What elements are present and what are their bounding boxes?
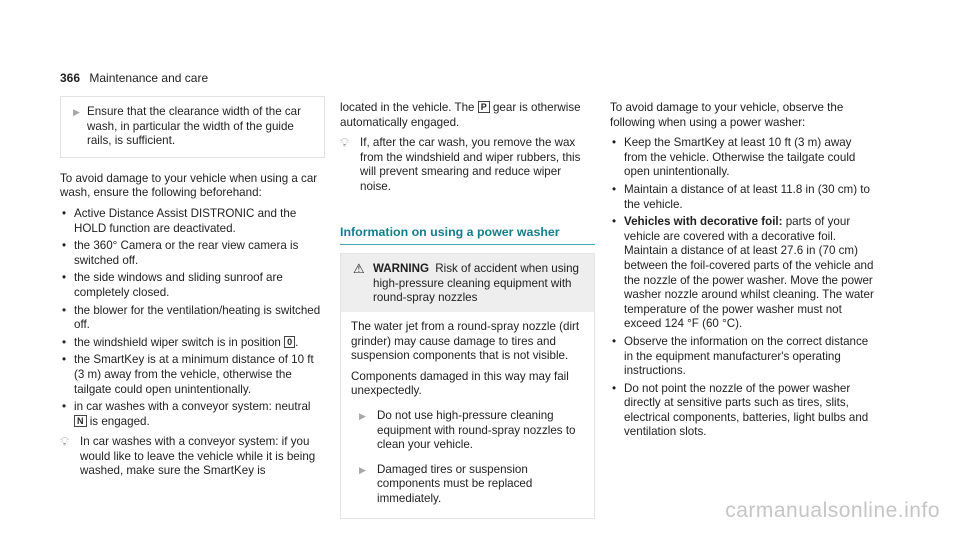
tip-note: [60, 435, 325, 479]
list-item: [60, 400, 325, 429]
watermark: carmanualsonline.info: [725, 499, 940, 522]
car-wash-intro: To avoid damage to your vehicle when using a car wash, ensure the following beforehand:: [60, 171, 318, 200]
arrow-icon: ▶: [359, 410, 366, 421]
warning-text: Risk of accident when using high-pressure cleaning equipment with round-spray nozzles: [373, 262, 579, 305]
list-item: • Maintain a distance of at least 11.8 in (30 cm) to the vehicle.: [610, 183, 875, 212]
section-title: Information on using a power washer: [340, 225, 595, 246]
list-item-end: .: [295, 335, 299, 349]
list-item: • the blower for the ventilation/heating is switched off.: [60, 304, 325, 333]
wax-tip-note: [340, 136, 595, 194]
info-icon: 💡︎: [340, 135, 350, 151]
list-item: • the 360° Camera or the rear view camera is switched off.: [60, 239, 325, 268]
car-wash-checklist: [60, 207, 325, 429]
warning-action-1: [351, 409, 584, 453]
conveyor-text: in car washes with a conveyor system: neutral: [74, 400, 311, 414]
list-item: • Keep the SmartKey at least 10 ft (3 m) away from the vehicle. Otherwise the tailgate could open unintentionally.: [610, 136, 875, 180]
warning-body: [341, 312, 594, 519]
warning-paragraph-2: Components damaged in this way may fail unexpectedly.: [351, 369, 569, 398]
list-item: [60, 336, 325, 351]
list-item: • the side windows and sliding sunroof are completely closed.: [60, 271, 325, 300]
warning-action-2: [351, 463, 584, 507]
page-number: 366: [60, 71, 81, 85]
info-icon: 💡︎: [60, 434, 70, 450]
list-item: • the SmartKey is at a minimum distance of 10 ft (3 m) away from the vehicle, otherwise the tailgate could open unintentionally.: [60, 353, 325, 397]
column-2: [340, 101, 595, 519]
section-name: Maintenance and care: [89, 71, 209, 85]
warning-icon: ⚠: [353, 261, 365, 277]
list-item: • Observe the information on the correct distance in the equipment manufacturer's operating instructions.: [610, 335, 875, 379]
list-item-end: is engaged.: [89, 414, 150, 428]
clearance-note-text: Ensure that the clearance width of the car wash, in particular the width of the guide rails, is sufficient.: [87, 105, 301, 148]
decorative-foil-label: Vehicles with decorative foil:: [624, 215, 783, 229]
wiper-off-symbol: 0: [284, 336, 295, 348]
warning-header: [341, 254, 594, 312]
continued-text: [340, 101, 595, 130]
power-washer-list: [610, 136, 875, 440]
neutral-gear-symbol: N: [74, 415, 87, 427]
list-item: • Active Distance Assist DISTRONIC and the HOLD function are deactivated.: [60, 207, 325, 236]
wiper-position-text: the windshield wiper switch is in position: [74, 335, 281, 349]
column-1: [60, 96, 325, 479]
page-header: [60, 71, 208, 85]
column-3: [610, 101, 875, 446]
warning-paragraph-1: The water jet from a round-spray nozzle (dirt grinder) may cause damage to tires and suspension components that is not visible.: [351, 319, 580, 363]
list-item: • Do not point the nozzle of the power washer directly at sensitive parts such as tires, slits, electrical components, batteries, light bulbs and ventilation slots.: [610, 382, 875, 440]
continued-part-2: gear is otherwise automatically engaged.: [340, 101, 581, 129]
warning-box: [340, 253, 595, 519]
decorative-foil-text: parts of your vehicle are covered with a decorative foil. Maintain a distance of at least 27.6 in (70 cm) between the foil-covered parts of the vehicle and the nozzle of the power washer. Move the power washer nozzle around whilst cleaning. The water temperature of the power washer must not exceed 124 °F (60 °C).: [624, 215, 874, 331]
warning-action-1-text: Do not use high-pressure cleaning equipment with round-spray nozzles to clean your vehicle.: [377, 408, 576, 452]
continued-part-1: located in the vehicle. The: [340, 101, 475, 114]
clearance-note-box: [60, 96, 325, 158]
warning-action-2-text: Damaged tires or suspension components must be replaced immediately.: [377, 462, 533, 505]
list-item: [610, 215, 875, 332]
wax-tip-text: If, after the car wash, you remove the wax from the windshield and wiper rubbers, this will prevent smearing and reduce wiper noise.: [360, 136, 581, 193]
tip-text: In car washes with a conveyor system: if you would like to leave the vehicle while it is being washed, make sure the SmartKey is: [80, 435, 316, 478]
arrow-icon: ▶: [359, 464, 366, 475]
power-washer-intro: To avoid damage to your vehicle, observe the following when using a power washer:: [610, 101, 844, 129]
warning-label: WARNING: [373, 262, 430, 276]
park-gear-symbol: P: [478, 101, 490, 113]
arrow-icon: ▶: [73, 107, 80, 117]
